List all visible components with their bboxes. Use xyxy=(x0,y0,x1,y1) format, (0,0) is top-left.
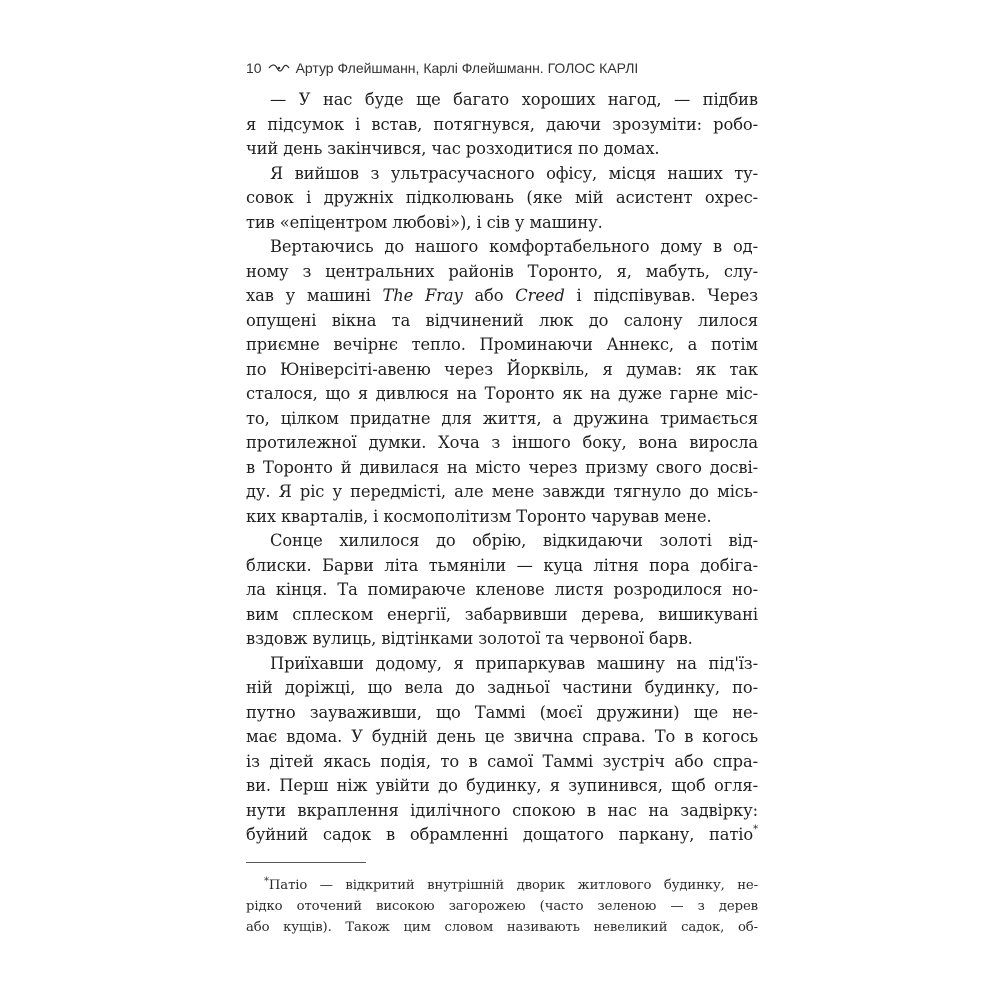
body-line: по Юніверсіті-авеню через Йорквіль, я думав: як так xyxy=(246,359,758,379)
body-line: протилежної думки. Хоча з іншого боку, вона виросла xyxy=(246,433,758,452)
page-number: 10 xyxy=(246,60,262,76)
body-line: то, цілком придатне для життя, а дружина тримається xyxy=(246,408,758,428)
ornament-icon xyxy=(268,62,290,74)
running-title: Артур Флейшманн, Карлі Флейшманн. ГОЛОС КАРЛІ xyxy=(295,60,639,76)
body-line: Вертаючись до нашого комфортабельного дому в од- xyxy=(270,237,758,256)
body-line: із дітей якась подія, то в самої Таммі зустріч або спра- xyxy=(246,751,758,771)
body-line: приємне вечірнє тепло. Проминаючи Аннекс, а потім xyxy=(246,335,758,354)
body-line: чий день закінчився, час розходитися по домах. xyxy=(246,139,660,158)
footnote-line: рідко оточений високою загорожею (часто зеленою — з дерев xyxy=(246,898,758,914)
body-line: вим сплеском енергії, забарвивши дерева, вишикувані xyxy=(246,604,758,624)
footnote-line: *Патіо — відкритий внутрішній дворик житлового будинку, не- xyxy=(264,875,758,893)
body-line: ких кварталів, і космополітизм Торонто чарував мене. xyxy=(246,506,712,526)
book-page xyxy=(246,56,758,938)
body-line: ному з центральних районів Торонто, я, мабуть, слу- xyxy=(246,261,758,281)
body-line: хав у машині The Fray або Creed і підспівував. Через xyxy=(246,286,758,305)
body-line: в Торонто й дивилася на місто через призму свого досві- xyxy=(246,457,758,477)
body-line: опущені вікна та відчинений люк до салону лилося xyxy=(246,310,758,330)
body-line: буйний садок в обрамленні дощатого паркану, патіо* xyxy=(246,824,758,844)
body-line: вздовж вулиць, відтінками золотої та червоної барв. xyxy=(246,629,693,648)
body-line: Я вийшов з ультрасучасного офісу, місця наших ту- xyxy=(270,163,758,183)
body-line: має вдома. У будній день це звична справа. То в когось xyxy=(246,727,758,746)
body-text xyxy=(246,88,758,848)
body-line: Сонце хилилося до обрію, відкидаючи золоті від- xyxy=(270,531,758,550)
body-line: сталося, що я дивлюся на Торонто як на дуже гарне міс- xyxy=(246,384,758,403)
body-line: путно зауваживши, що Таммі (моєї дружини) ще не- xyxy=(246,702,758,722)
body-line: я підсумок і встав, потягнувся, даючи зрозуміти: робо- xyxy=(246,114,758,134)
body-line: ній доріжці, що вела до задньої частини будинку, по- xyxy=(246,678,758,697)
body-line: ла кінця. Та помираюче кленове листя розродилося но- xyxy=(246,580,758,599)
body-line: ви. Перш ніж увійти до будинку, я зупинився, щоб огля- xyxy=(246,776,758,795)
footnote-divider xyxy=(246,862,366,863)
body-line: нути вкраплення ідилічного спокою в нас на задвірку: xyxy=(246,800,758,820)
body-line: Приїхавши додому, я припаркував машину на під'їз- xyxy=(270,653,758,673)
footnote-line: або кущів). Також цим словом називають невеликий садок, об- xyxy=(246,919,758,935)
body-line: тив «епіцентром любові»), і сів у машину. xyxy=(246,212,603,232)
body-line: совок і дружніх підколювань (яке мій асистент охрес- xyxy=(246,188,758,207)
body-line: блиски. Барви літа тьмяніли — куца літня пора добіга- xyxy=(246,555,758,575)
body-line: ду. Я ріс у передмісті, але мене завжди тягнуло до місь- xyxy=(246,482,758,501)
body-line: — У нас буде ще багато хороших нагод, — підбив xyxy=(270,90,758,109)
running-header xyxy=(246,56,758,80)
footnote xyxy=(246,875,758,938)
